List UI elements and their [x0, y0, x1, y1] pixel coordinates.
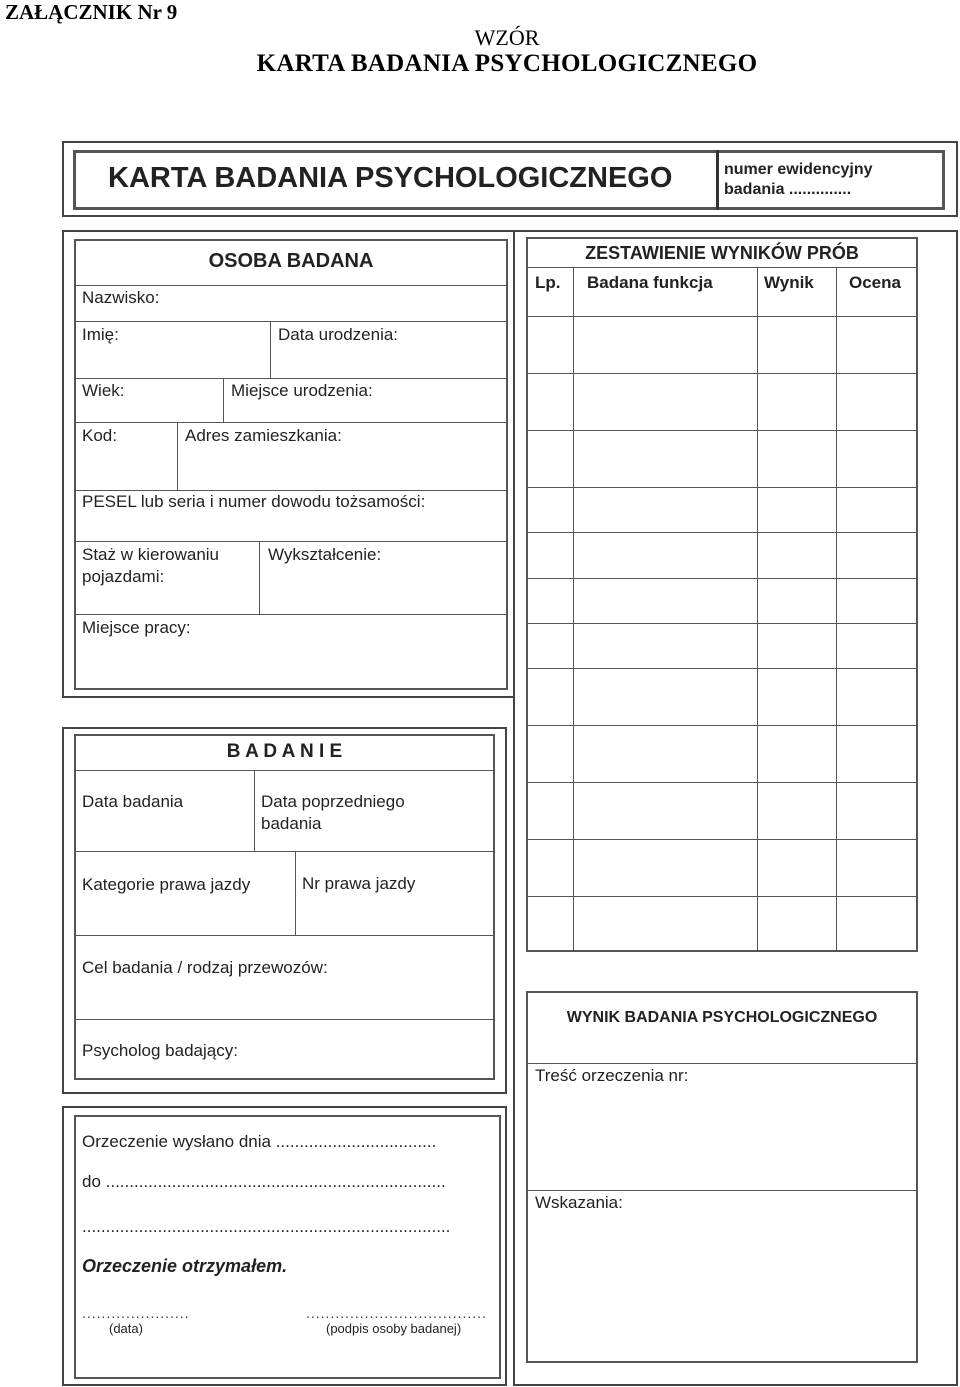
divider	[74, 422, 508, 423]
table-row	[526, 623, 918, 624]
table-row	[526, 839, 918, 840]
code-label: Kod:	[82, 426, 117, 445]
table-row	[526, 725, 918, 726]
table-row	[526, 782, 918, 783]
exam-date-label: Data badania	[82, 792, 184, 811]
sent-box	[74, 1115, 501, 1379]
license-no-label: Nr prawa jazdy	[302, 874, 416, 893]
results-heading: ZESTAWIENIE WYNIKÓW PRÓB	[585, 243, 859, 263]
table-row	[526, 373, 918, 374]
divider	[573, 267, 574, 952]
surname-label: Nazwisko:	[82, 288, 160, 307]
divider	[295, 851, 296, 935]
divider	[836, 267, 837, 952]
attachment-label: ZAŁĄCZNIK Nr 9	[5, 0, 178, 24]
experience-label: Staż w kierowaniu pojazdami:	[82, 545, 220, 586]
decision-label: Treść orzeczenia nr:	[535, 1066, 689, 1085]
birth-place-label: Miejsce urodzenia:	[231, 381, 373, 400]
table-row	[526, 578, 918, 579]
results-table	[526, 237, 918, 952]
col-header-lp: Lp.	[535, 273, 561, 292]
table-row	[526, 532, 918, 533]
divider	[526, 267, 918, 268]
divider	[177, 422, 178, 490]
age-label: Wiek:	[82, 381, 125, 400]
psychologist-label: Psycholog badający:	[82, 1041, 238, 1060]
sent-on-label: Orzeczenie wysłano dnia ..................................	[82, 1132, 437, 1151]
person-heading: OSOBA BADANA	[208, 250, 374, 272]
divider	[259, 541, 260, 614]
divider	[223, 378, 224, 422]
table-row	[526, 430, 918, 431]
purpose-label: Cel badania / rodzaj przewozów:	[82, 958, 328, 977]
divider	[254, 770, 255, 851]
card-title: KARTA BADANIA PSYCHOLOGICZNEGO	[108, 162, 673, 194]
divider	[74, 541, 508, 542]
divider	[526, 1190, 918, 1191]
divider	[716, 150, 719, 210]
categories-label: Kategorie prawa jazdy	[82, 875, 251, 894]
col-header-function: Badana funkcja	[587, 273, 713, 292]
sent-dots-line: ..............................................................................	[82, 1217, 451, 1236]
table-row	[526, 487, 918, 488]
exam-heading: B A D A N I E	[226, 741, 343, 762]
template-label: WZÓR	[474, 25, 540, 50]
signature-caption: (podpis osoby badanej)	[326, 1321, 462, 1336]
exam-box	[74, 734, 495, 1080]
divider	[74, 770, 495, 771]
outcome-box	[526, 991, 918, 1363]
divider	[270, 321, 271, 378]
table-row	[526, 668, 918, 669]
divider	[74, 614, 508, 615]
signature-dots: .....................................	[306, 1305, 487, 1321]
pesel-label: PESEL lub seria i numer dowodu tożsamości:	[82, 492, 426, 511]
table-row	[526, 896, 918, 897]
divider	[526, 1063, 918, 1064]
outcome-heading: WYNIK BADANIA PSYCHOLOGICZNEGO	[566, 1009, 878, 1026]
record-number-label: numer ewidencyjny	[724, 161, 873, 178]
col-header-result: Wynik	[764, 273, 814, 292]
birth-date-label: Data urodzenia:	[278, 325, 399, 344]
prev-exam-date-label: Data poprzedniego badania	[261, 792, 405, 833]
divider	[74, 321, 508, 322]
workplace-label: Miejsce pracy:	[82, 618, 191, 637]
divider	[74, 378, 508, 379]
received-label: Orzeczenie otrzymałem.	[82, 1256, 288, 1276]
divider	[74, 1019, 495, 1020]
date-dots: ......................	[82, 1305, 190, 1321]
date-caption: (data)	[109, 1321, 143, 1336]
col-header-grade: Ocena	[849, 273, 901, 292]
indications-label: Wskazania:	[535, 1193, 623, 1212]
sent-to-label: do ........................................................................	[82, 1172, 446, 1191]
address-label: Adres zamieszkania:	[185, 426, 342, 445]
divider	[74, 935, 495, 936]
divider	[757, 267, 758, 952]
divider	[74, 285, 508, 286]
education-label: Wykształcenie:	[268, 545, 382, 564]
table-row	[526, 316, 918, 317]
record-number-field: badania ..............	[724, 181, 852, 198]
divider	[74, 851, 495, 852]
first-name-label: Imię:	[82, 325, 119, 344]
page-title: KARTA BADANIA PSYCHOLOGICZNEGO	[256, 50, 758, 77]
